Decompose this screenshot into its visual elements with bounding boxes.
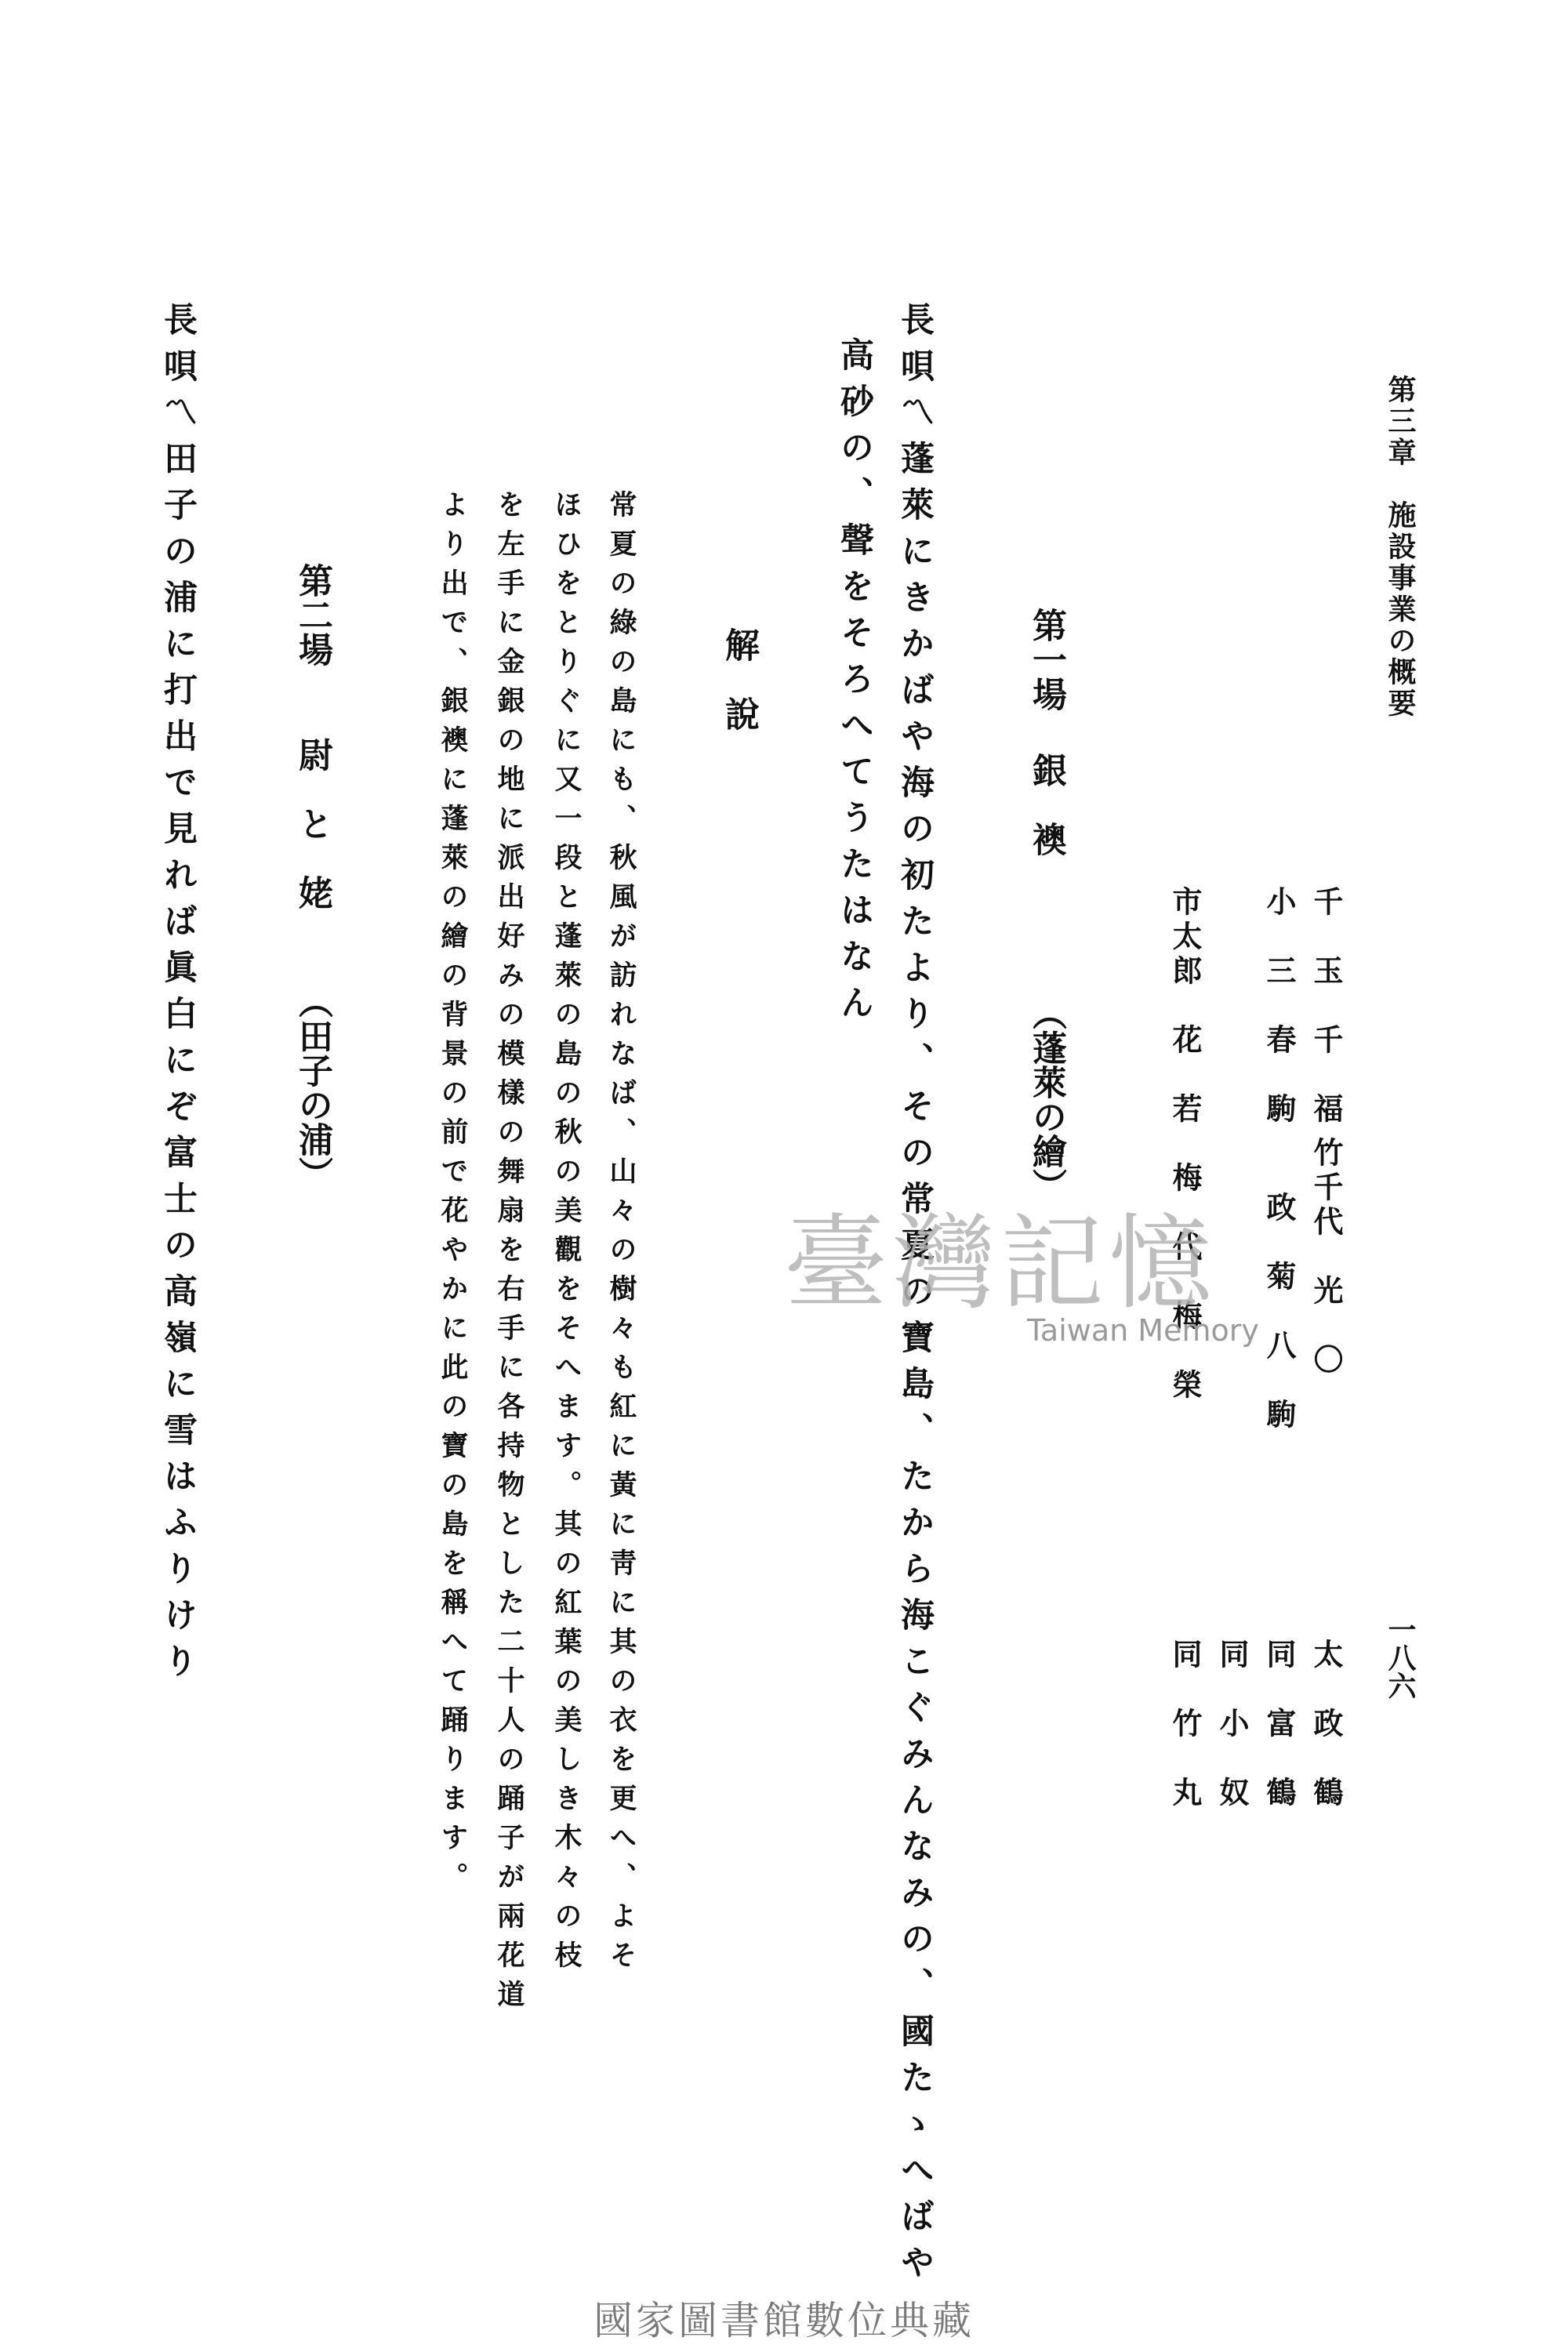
cast-list-3b: 同 小 奴 [1214, 1639, 1250, 1811]
cast-list-3c: 同 竹 丸 [1167, 1639, 1203, 1811]
watermark-english: Taiwan Memory [1027, 1313, 1259, 1348]
cast-list-3a: 市太郎 花 若 梅 代 梅 榮 [1167, 886, 1203, 1403]
explanation-heading: 解 說 [719, 627, 759, 731]
scene2-title: 尉 と 姥 [292, 737, 332, 909]
watermark-chinese: 臺灣記憶 [784, 1203, 1217, 1324]
cast-list-2b: 政 菊 八 駒 [1261, 1192, 1297, 1433]
scene1-subtitle: （蓬萊の繪） [1026, 996, 1066, 1203]
song1-line-2: 高砂の、聲をそろへてうたはなん [835, 337, 874, 1031]
page-number: 一八六 [1384, 1615, 1417, 1700]
cast-list-2c: 同 富 鶴 [1261, 1639, 1297, 1811]
cast-list-2a: 小 三 春 駒 [1261, 886, 1297, 1127]
scene2-subtitle: （田子の浦） [292, 984, 332, 1191]
footer-credit: 國家圖書館數位典藏 [593, 2298, 975, 2343]
song1-line-1: 長唄〽蓬萊にきかばや海の初たより、その常夏の寶島、たから海こぐみんなみの、國たゝへばや [895, 302, 935, 2291]
scene2-number: 第二場 [292, 563, 332, 666]
cast-list-1b: 竹千代 光 〇 [1308, 1137, 1344, 1378]
cast-list-1a: 千 玉 千 福 [1308, 886, 1344, 1127]
scene1-number: 第一場 [1026, 608, 1066, 711]
explanation-line-4: より出で、銀襖に蓬萊の繪の背景の前で花やかに此の寶の島を稱へて踊ります。 [437, 490, 469, 1901]
explanation-line-1: 常夏の綠の島にも、秋風が訪れなば、山々の樹々も紅に黃に靑に其の衣を更へ、よそ [605, 490, 637, 1980]
explanation-line-3: を左手に金銀の地に派出好みの模樣の舞扇を右手に各持物とした二十人の踊子が兩花道 [493, 490, 525, 2019]
song2-line: 長唄〽田子の浦に打出で見れば眞白にぞ富士の高嶺に雪はふりけり [158, 302, 198, 1690]
running-title: 第三章 施設事業の概要 [1384, 375, 1417, 720]
cast-list-1c: 太 政 鶴 [1308, 1639, 1344, 1811]
scene1-title: 銀 襖 [1026, 753, 1066, 856]
explanation-line-2: ほひをとりぐに又一段と蓬萊の島の秋の美觀をそへます。其の紅葉の美しき木々の枝 [550, 490, 583, 1980]
